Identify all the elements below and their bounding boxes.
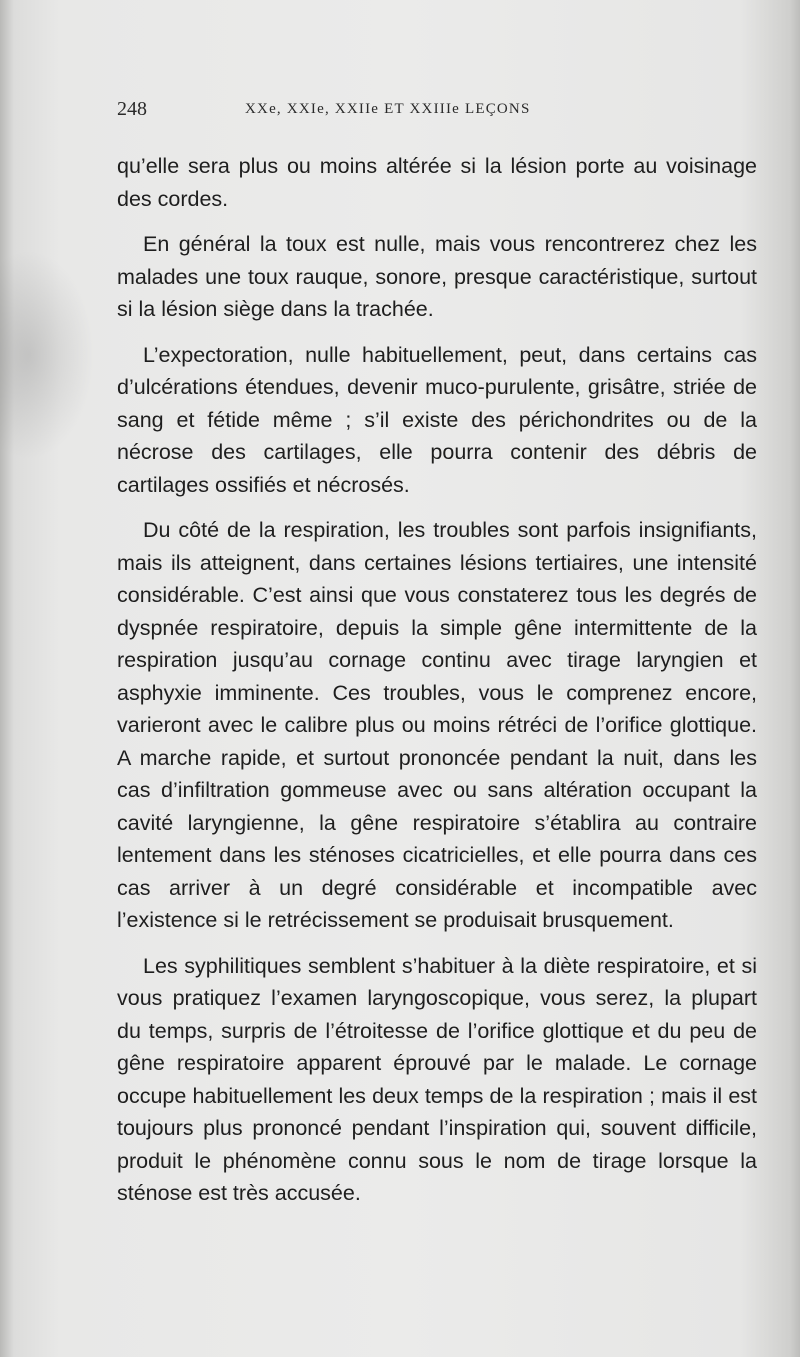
paragraph-expectoration: L’expectoration, nulle habituellement, peut, dans certains cas d’ulcérations étendues, devenir muco-purulente, grisâtre, striée de sang et fétide même ; s’il existe des périchondrites ou de la nécrose des cartilages, elle pourra contenir des débris de cartilages ossifiés et nécrosés.	[117, 342, 757, 497]
paragraph-toux: En général la toux est nulle, mais vous rencontrerez chez les malades une toux rauque, sonore, presque caractéristique, surtout si la lésion siège dans la trachée.	[117, 232, 757, 321]
paragraph-continuation: qu’elle sera plus ou moins altérée si la lésion porte au voisinage des cordes.	[117, 154, 757, 211]
paragraph-respiration: Du côté de la respiration, les troubles sont parfois insignifiants, mais ils atteignent, dans certaines lésions tertiaires, une intensité considérable. C’est ainsi que vous constaterez tous les degrés de dyspnée respiratoire, depuis la simple gêne intermittente de la respiration jusqu’au cornage continu avec tirage laryngien et asphyxie imminente. Ces troubles, vous le comprenez encore, varieront avec le calibre plus ou moins rétréci de l’orifice glottique. A marche rapide, et surtout prononcée pendant la nuit, dans les cas d’infiltration gommeuse avec ou sans altération occupant la cavité laryngienne, la gêne respiratoire s’établira au contraire lentement dans les sténoses cicatricielles, et elle pourra dans ces cas arriver à un degré considérable et incompatible avec l’existence si le retrécissement se produisait brusquement.	[117, 518, 757, 932]
page-edge-shadow	[0, 250, 95, 460]
running-head: XXe, XXIe, XXIIe ET XXIIIe LEÇONS	[245, 101, 531, 117]
paragraph-syphilitiques: Les syphilitiques semblent s’habituer à la diète respiratoire, et si vous pratiquez l’examen laryngoscopique, vous serez, la plupart du temps, surpris de l’étroitesse de l’orifice glottique et du peu de gêne respiratoire apparent éprouvé par le malade. Le cornage occupe habituellement les deux temps de la respiration ; mais il est toujours plus prononcé pendant l’inspiration qui, souvent difficile, produit le phénomène connu sous le nom de tirage lorsque la sténose est très accusée.	[117, 953, 757, 1205]
body-text	[117, 150, 757, 1210]
page-number: 248	[117, 98, 147, 120]
page-header	[117, 98, 757, 128]
